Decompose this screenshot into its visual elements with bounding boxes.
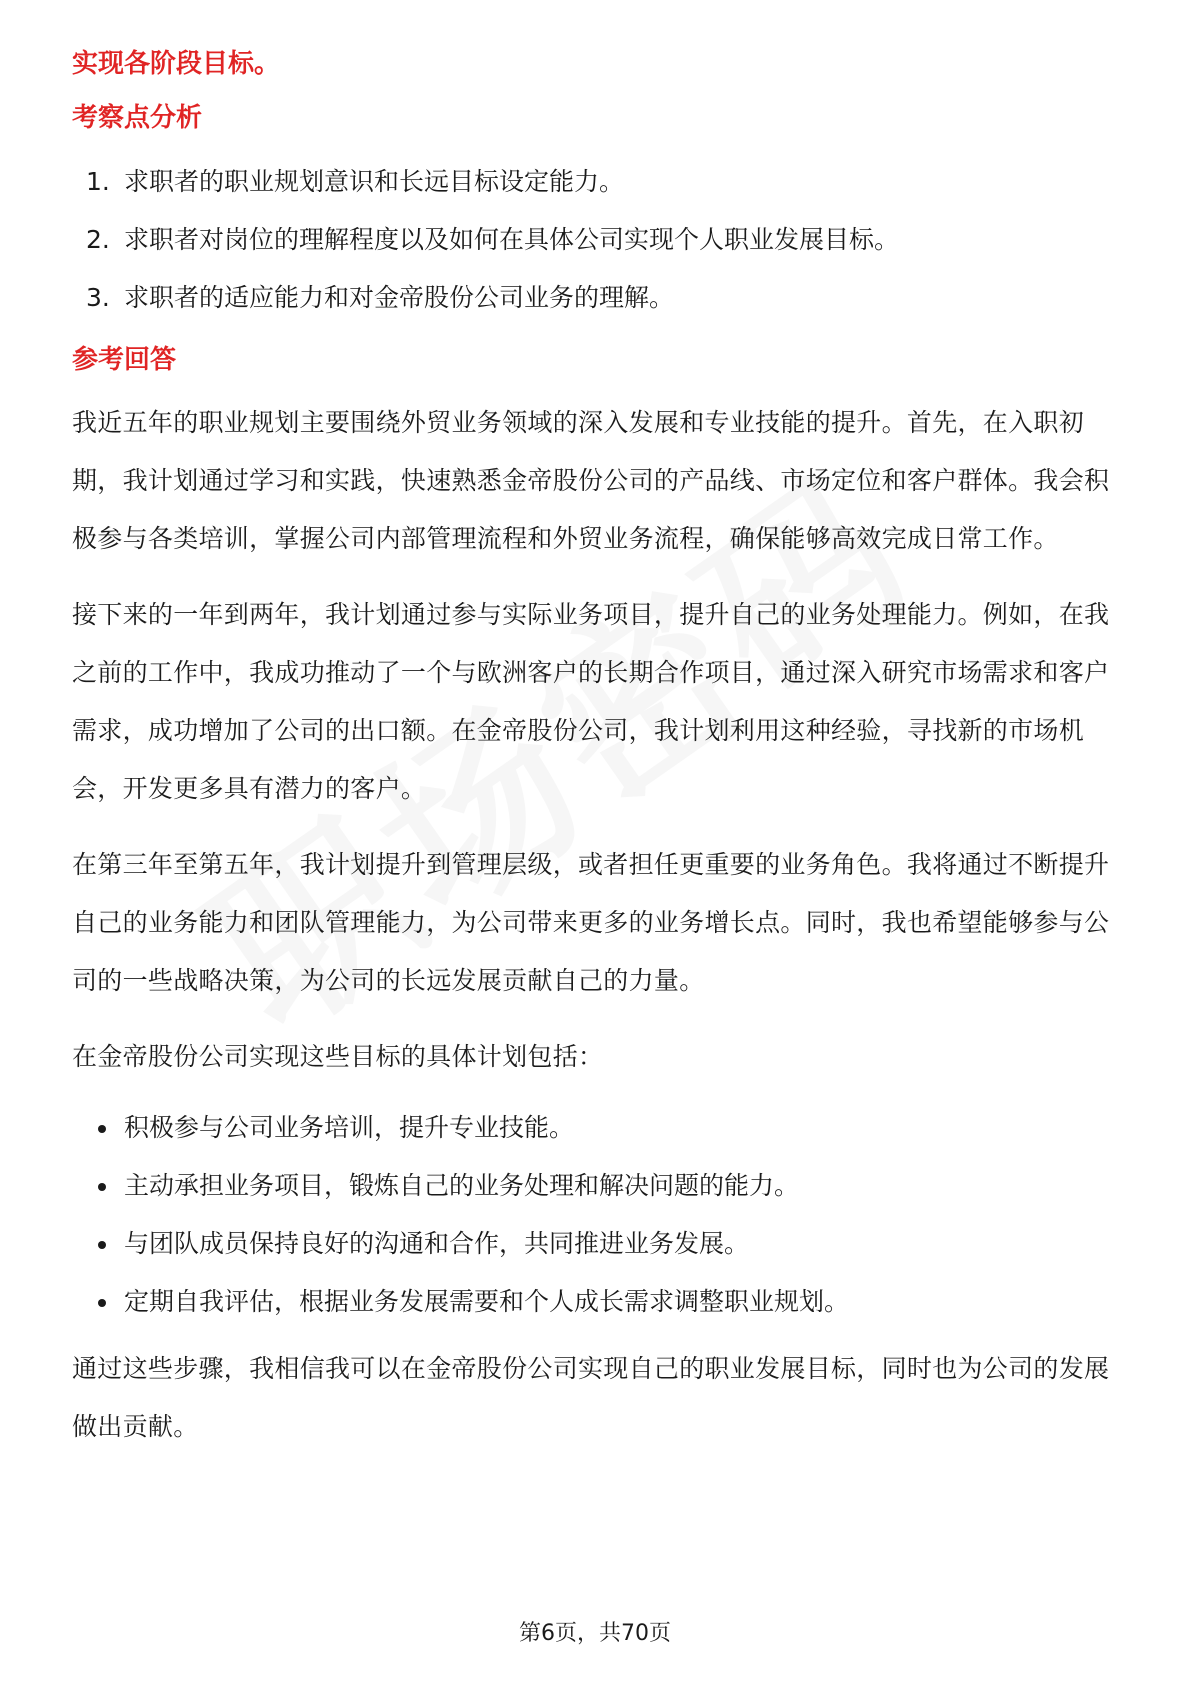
plan-item-text: 与团队成员保持良好的沟通和合作，共同推进业务发展。: [124, 1229, 750, 1258]
plan-item-text: 积极参与公司业务培训，提升专业技能。: [124, 1113, 575, 1142]
closing-paragraph: 通过这些步骤，我相信我可以在金帝股份公司实现自己的职业发展目标，同时也为公司的发展做出贡献。: [72, 1354, 1110, 1441]
answer-paragraph: 接下来的一年到两年，我计划通过参与实际业务项目，提升自己的业务处理能力。例如，在我之前的工作中，我成功推动了一个与欧洲客户的长期合作项目，通过深入研究市场需求和客户需求，成功增加了公司的出口额。在金帝股份公司，我计划利用这种经验，寻找新的市场机会，开发更多具有潜力的客户。: [72, 600, 1110, 803]
plan-item: [72, 1224, 1122, 1264]
list-item: [72, 162, 1122, 202]
plan-item: [72, 1166, 1122, 1206]
section-heading-stage-goals: 实现各阶段目标。: [72, 49, 281, 79]
plan-item-text: 定期自我评估，根据业务发展需要和个人成长需求调整职业规划。: [124, 1287, 850, 1316]
analysis-list: [72, 162, 1122, 318]
list-item-text: 求职者对岗位的理解程度以及如何在具体公司实现个人职业发展目标。: [124, 225, 900, 254]
bullet-icon: [98, 1183, 106, 1191]
plan-item-text: 主动承担业务项目，锻炼自己的业务处理和解决问题的能力。: [124, 1171, 800, 1200]
answer-heading: 参考回答: [72, 345, 177, 375]
answer-paragraph: 在第三年至第五年，我计划提升到管理层级，或者担任更重要的业务角色。我将通过不断提升自己的业务能力和团队管理能力，为公司带来更多的业务增长点。同时，我也希望能够参与公司的一些战略决策，为公司的长远发展贡献自己的力量。: [72, 850, 1110, 995]
list-number: 3.: [86, 283, 110, 312]
page-number-footer: 第6页，共70页: [519, 1621, 671, 1646]
list-item-text: 求职者的职业规划意识和长远目标设定能力。: [124, 167, 625, 196]
list-number: 2.: [86, 225, 110, 254]
answer-paragraph: 在金帝股份公司实现这些目标的具体计划包括：: [72, 1042, 604, 1071]
list-item-text: 求职者的适应能力和对金帝股份公司业务的理解。: [124, 283, 675, 312]
list-item: [72, 278, 1122, 318]
bullet-icon: [98, 1125, 106, 1133]
answer-paragraph: 我近五年的职业规划主要围绕外贸业务领域的深入发展和专业技能的提升。首先，在入职初期，我计划通过学习和实践，快速熟悉金帝股份公司的产品线、市场定位和客户群体。我会积极参与各类培训，掌握公司内部管理流程和外贸业务流程，确保能够高效完成日常工作。: [72, 408, 1110, 553]
bullet-icon: [98, 1299, 106, 1307]
bullet-icon: [98, 1241, 106, 1249]
list-item: [72, 220, 1122, 260]
plan-item: [72, 1108, 1122, 1148]
plan-list: [72, 1108, 1122, 1322]
document-page: [72, 44, 1122, 1456]
plan-item: [72, 1282, 1122, 1322]
list-number: 1.: [86, 167, 110, 196]
analysis-heading: 考察点分析: [72, 103, 203, 133]
